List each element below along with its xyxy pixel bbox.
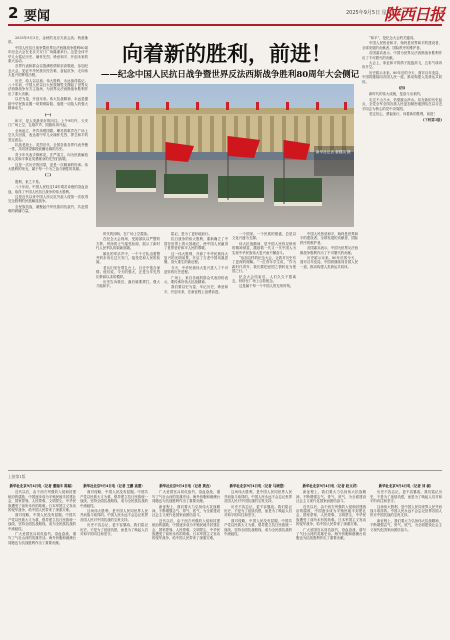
paragraph: 广大爱国官兵同仇敌忾，浴血奋战，谱写了气壮山河的英雄史诗。海外侨胞和港澳台同胞也为抗战胜利作出了重要贡献。: [8, 532, 76, 545]
headline: 向着新的胜利，前进！: [122, 41, 332, 66]
bottom-column-6: [370, 482, 442, 634]
article-column-4: [232, 232, 296, 466]
paragraph: 新征程上，我们要大力弘扬伟大抗战精神，不断增强志气、骨气、底气，为全面建设社会主义现代化国家而团结奋斗。: [370, 518, 442, 532]
article-column-2: [96, 232, 160, 466]
paragraph: 近代以后，由于西方列强的入侵和封建统治的腐败，中国逐步成为半殖民地半封建社会，国家蒙辱、人民蒙难、文明蒙尘，中华民族遭受了前所未有的劫难。日本军国主义发动的侵华战争，给中国人民带来了深重灾难。: [152, 518, 220, 541]
paragraph: 这场伟大胜利，是中国人民同世界人民并肩战斗取得的。中国人民永远不会忘记世界各国人民对中国抗战的宝贵支持。: [80, 509, 148, 522]
bottom-column-2: [80, 482, 148, 634]
subheadline: ——纪念中国人民抗日战争暨世界反法西斯战争胜利80周年大会侧记: [100, 70, 360, 80]
paragraph: 历史不容忘记，更不容篡改。我们铭记历史，不是为了延续仇恨，而是为了唤起人们对和平的向往和坚守。: [370, 490, 442, 504]
paragraph: 青少年代表手捧鲜花，庄严肃立，向为民族解放和人类和平事业英勇献身的先烈们致敬。: [8, 152, 88, 162]
paragraph: 雄壮的军乐声中，一个个方队迈着整齐的步伐走过天安门，接受党和人民的检阅。: [96, 251, 160, 265]
dateline: 新华社北京9月4日电（记者 赵文君）: [302, 484, 360, 488]
paragraph: 近代以后，由于西方列强的入侵和封建统治的腐败，中国逐步成为半殖民地半封建社会，国家蒙辱、人民蒙难、文明蒙尘，中华民族遭受了前所未有的劫难。日本军国主义发动的侵华战争，给中国人民带来了深重灾难。: [8, 490, 76, 513]
newspaper-logo: 陕西日报: [384, 5, 445, 24]
paragraph: 今天，中华民族伟大复兴进入了不可逆转的历史进程。: [164, 265, 228, 275]
section-name: 要闻: [24, 9, 51, 24]
paragraph: 走过千山万水，仍需跋山涉水。站在新的历史起点，全党全军全国各族人民更加紧密地团结在以习近平同志为核心的党中央周围。: [362, 97, 442, 111]
paragraph: 广大爱国官兵同仇敌忾，浴血奋战，谱写了气壮山河的英雄史诗。海外侨胞和港澳台同胞也为抗战胜利作出了重要贡献。: [296, 527, 366, 541]
paragraph: 这一伟大胜利，开辟了中华民族伟大复兴的光明前景，开启了古老中国凤凰涅槃、浴火重生的新征程。: [164, 251, 228, 265]
dateline: 新华社北京9月4日电（记者 董瑞丰 陈聪）: [9, 484, 75, 488]
paragraph: 新时代的伟大成就，是奋斗出来的。: [369, 92, 424, 97]
paragraph: 各界代表和群众以饱满热情和崇高敬意，参加纪念大会，见证中华民族历经苦难、奋起抗争、走向伟大复兴的辉煌历程。: [8, 64, 88, 78]
paragraph: 新征程上，我们要大力弘扬伟大抗战精神，不断增强志气、骨气、底气，为全面建设社会主义现代化国家而团结奋斗。: [152, 504, 220, 518]
article-column-1: [8, 36, 88, 466]
paragraph: 中国人民热爱和平，始终是世界和平的建设者、全球发展的贡献者、国际秩序的维护者。: [362, 41, 442, 50]
paragraph: 历史昭示未来。80年后的今天，面对百年变局，中国将继续同各国人民一道，推动构建人类命运共同体。: [300, 256, 358, 269]
paragraph: 抗战老战士、英烈后代、全国各族各界代表齐聚一堂，共同回望那段波澜壮阔的历史。: [8, 142, 88, 152]
paragraph: 以史为鉴，开创未来。伟大抗战精神，永远是激励中华民族克服一切艰难险阻、战胜一切敌人的强大精神动力。: [8, 97, 88, 111]
continued-note: (下转第3版): [422, 117, 442, 122]
paragraph: 新征程上，我们要大力弘扬伟大抗战精神，不断增强志气、骨气、底气，为全面建设社会主义现代化国家而团结奋斗。: [296, 490, 366, 504]
article-column-5: [362, 36, 442, 466]
paragraph: 一个国家、一个民族的强盛，总是以文化兴盛为支撑。: [232, 232, 296, 241]
paragraph: 铭记，是为了更好地前行。: [171, 232, 212, 236]
section-divider: [8, 470, 442, 471]
dateline: 新华社北京9月4日电（记者 刘 硕）: [378, 484, 434, 488]
paragraph: 伟大抗战精神，是中国人民弥足珍贵的精神财富，激励着一代又一代中国人为实现中华民族伟大复兴而不懈奋斗。: [232, 241, 296, 255]
paragraph: 面对侵略，中国人民没有屈服。中国共产党以民族大义为重，倡导建立抗日民族统一战线，坚持全面抗战路线，成为全民族抗战的中流砥柱。: [224, 518, 292, 537]
paragraph: 这是一次历史的回望，更是一次精神的传承。伟大胜利的荣光，属于每一个为之奋斗牺牲的英雄。: [8, 162, 88, 171]
paragraph: 近代以后，由于西方列强的入侵和封建统治的腐败，中国逐步成为半殖民地半封建社会，国家蒙辱、人民蒙难、文明蒙尘，中华民族遭受了前所未有的劫难。日本军国主义发动的侵华战争，给中国人民带来了深重灾难。: [296, 504, 366, 527]
paragraph: 中国人民热爱和平，始终是世界和平的建设者、全球发展的贡献者、国际秩序的维护者。: [300, 232, 358, 245]
paragraph: 我们要以史为鉴，牢记历史，珍爱和平，开创未来，在新征程上奋勇前进。: [164, 285, 228, 294]
paragraph: 时代的回响，在广场上空震荡。: [103, 232, 151, 236]
article-column-4b: [300, 232, 358, 466]
dateline: 新华社北京9月4日电（记者 王鹏 高蕾）: [83, 484, 145, 488]
paragraph: 面对侵略，中国人民没有屈服。中国共产党以民族大义为重，倡导建立抗日民族统一战线，坚持全面抗战路线，成为全民族抗战的中流砥柱。: [80, 490, 148, 508]
paragraph: 历史告诉我们，落后就要挨打，强大才能和平。: [96, 280, 160, 289]
paragraph: 2025年9月3日，金秋的北京天高云淡、秋意渐浓。: [8, 36, 88, 45]
paragraph: 历史昭示未来。80年后的今天，面对百年变局，中国将继续同各国人民一道，推动构建人类命运共同体。: [362, 70, 442, 84]
photo-caption: 新华社记者 翟健岚 摄: [316, 150, 351, 154]
paragraph: 坚定信心，勇毅前行，向着新的胜利，前进！: [369, 112, 437, 117]
date-line: 2025年9月5日 星期五: [346, 10, 397, 16]
section-heading: (一): [44, 112, 52, 117]
paragraph: 广场上，来自各地的群众代表纷纷表示，要传承好伟大抗战精神。: [164, 275, 228, 285]
paragraph: 大会上，象征和平的鸽子振翅高飞，五彩气球冉冉升空。: [362, 61, 442, 70]
paragraph: 各国嘉宾表示，中国为世界反法西斯战争胜利作出了不可磨灭的贡献。: [362, 51, 442, 60]
section-heading: (四): [398, 86, 406, 91]
masthead: [0, 0, 450, 28]
paragraph: 和平，是人类最美好的向往。上午9时许，天安门广场上空，礼炮声声，国旗冉冉升起。: [8, 118, 88, 128]
paragraph: 全场起立，齐声高唱国歌。嘹亮的歌声在广场上空久久回荡，表达着中华儿女缅怀先烈、捍卫和平的坚定意志。: [8, 128, 88, 142]
paragraph: 历史，给人以启迪；伟大胜利，永远值得铭记。八十年前，中国人民以巨大民族牺牲支撑起了世界反法西斯战争东方主战场，为世界反法西斯战争胜利作出了重大贡献。: [8, 78, 88, 96]
bottom-lead: 上接第1版: [8, 474, 26, 479]
paragraph: 面对侵略，中国人民没有屈服。中国共产党以民族大义为重，倡导建立抗日民族统一战线，坚持全面抗战路线，成为全民族抗战的中流砥柱。: [8, 513, 76, 531]
lead-photo: [96, 84, 354, 227]
paragraph: 历史不容忘记，更不容篡改。我们铭记历史，不是为了延续仇恨，而是为了唤起人们对和平的向往和坚守。: [80, 523, 148, 537]
dateline: 新华社北京9月4日电（记者 黄垚）: [159, 484, 213, 488]
paragraph: 这场伟大胜利，是中国人民同世界人民并肩战斗取得的。中国人民永远不会忘记世界各国人民对中国抗战的宝贵支持。: [224, 490, 292, 504]
section-heading: (二): [44, 173, 52, 178]
article-column-3: [164, 232, 228, 466]
bottom-column-1: [8, 482, 76, 634]
paragraph: 广大爱国官兵同仇敌忾，浴血奋战，谱写了气壮山河的英雄史诗。海外侨胞和港澳台同胞也为抗战胜利作出了重要贡献。: [152, 490, 220, 504]
paragraph: 这是近代以来中国人民反抗外敌入侵第一次取得完全胜利的民族解放战争。: [8, 195, 88, 204]
bottom-column-3: [152, 482, 220, 634]
bottom-column-4: [224, 482, 292, 634]
paragraph: 抗日战争的伟大胜利，重新确立了中国在世界上的大国地位，使中国人民赢得了世界爱好和平人民的尊敬。: [164, 237, 228, 251]
bottom-column-5: [296, 482, 366, 634]
paragraph: 胜利，来之不易。: [15, 179, 43, 184]
paragraph: “和平”，是纪念大会的关键词。: [369, 36, 417, 40]
masthead-rule: [8, 24, 442, 26]
paragraph: 这是属于每一个中国人的光荣时刻。: [239, 284, 294, 289]
paragraph: 在纪念大会现场，受阅部队以严整的方阵、昂扬的士气接受检阅，展示了新时代人民军队的崭新面貌。: [96, 237, 160, 251]
paragraph: 全民族抗战，凝聚起中华民族同仇敌忾、共赴国难的磅礴力量。: [8, 204, 88, 214]
paragraph: “参加这样的纪念大会，让我对历史有了更深的理解。”一位青年学生说，“作为新时代青年，我们要把爱国之情转化为报国之行。”: [232, 256, 296, 274]
paragraph: 八十年前，中国人民经过14年艰苦卓绝的浴血奋战，取得了中国人民抗日战争的伟大胜利。: [8, 185, 88, 194]
paragraph: 历史不容忘记，更不容篡改。我们铭记历史，不是为了延续仇恨，而是为了唤起人们对和平的向往和坚守。: [224, 504, 292, 518]
section-number: 2: [8, 4, 19, 22]
paragraph: 这场伟大胜利，是中国人民同世界人民并肩战斗取得的。中国人民永远不会忘记世界各国人民对中国抗战的宝贵支持。: [370, 504, 442, 518]
paragraph: 各国嘉宾表示，中国为世界反法西斯战争胜利作出了不可磨灭的贡献。: [300, 246, 358, 255]
paragraph: 纪念大会结束后，人们久久不愿离去，纷纷在广场上合影留念。: [232, 274, 296, 284]
dateline: 新华社北京9月4日电（记者 马晓澄）: [229, 484, 287, 488]
paragraph: 中国人民抗日战争暨世界反法西斯战争胜利80周年纪念大会在北京天安门广场隆重举行。这是全体中华儿女铭记历史、缅怀先烈、珍爱和平、开创未来的重大活动。: [8, 45, 88, 64]
paragraph: 老兵们坐在观礼台上，目光中饱含深情。他们说，今天的强大，正是当年先烈们梦寐以求的模样。: [96, 265, 160, 279]
